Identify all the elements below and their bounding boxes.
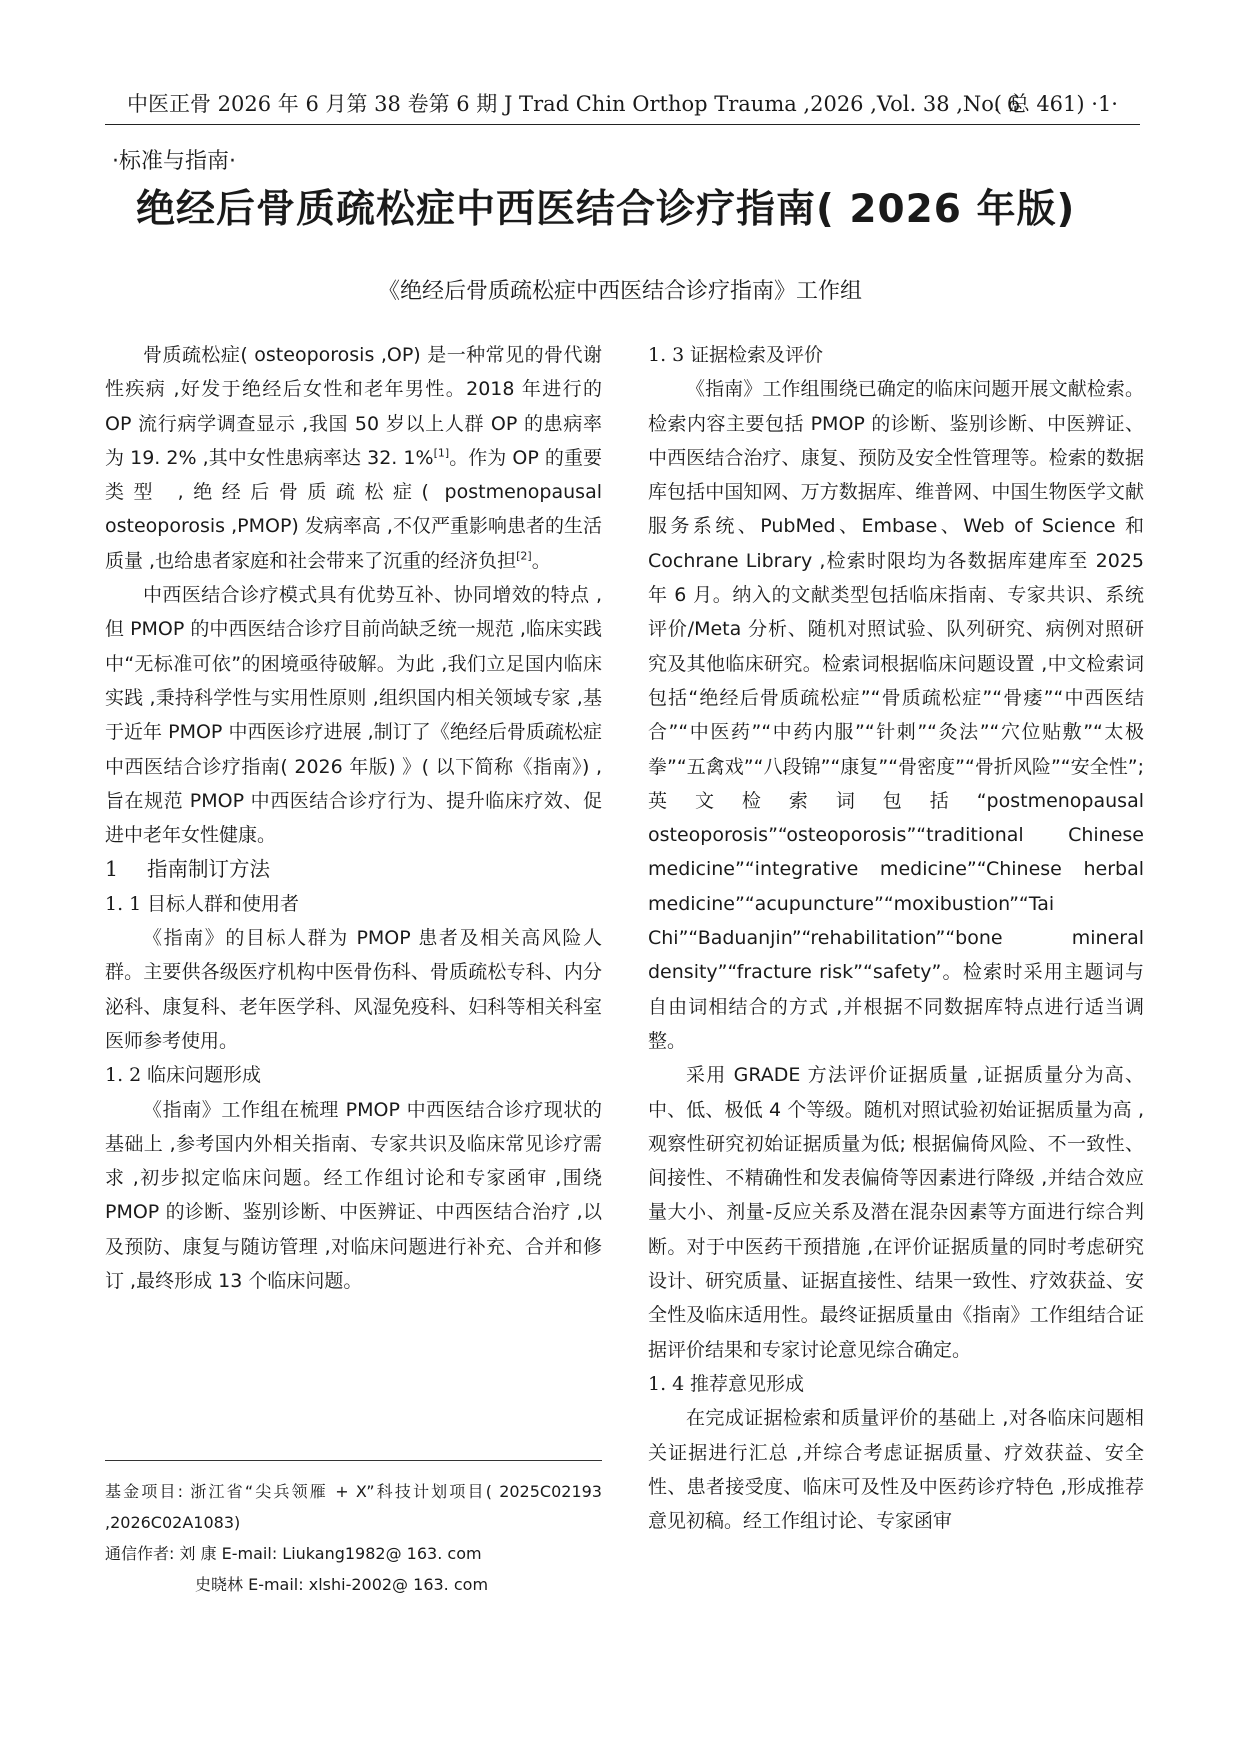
body-paragraph: 《指南》的目标人群为 PMOP 患者及相关高风险人群。主要供各级医疗机构中医骨伤科、骨质疏松专科、内分泌科、康复科、老年医学科、风湿免疫科、妇科等相关科室医师参考使用。: [105, 927, 602, 1052]
subsection-number: 1. 4: [648, 1372, 685, 1395]
citation-ref: [1]: [433, 446, 450, 460]
body-paragraph: 《指南》工作组在梳理 PMOP 中西医结合诊疗现状的基础上 ,参考国内外相关指南、专家共识及临床常见诊疗需求 ,初步拟定临床问题。经工作组讨论和专家函审 ,围绕 PMOP 的诊断、鉴别诊断、中医辨证、中西医结合治疗 ,以及预防、康复与随访管理 ,对临床问题进行补充、合并和修订 ,最终形成 13 个临床问题。: [105, 1098, 602, 1293]
text-span: 。: [531, 549, 551, 572]
section-title: 指南制订方法: [147, 857, 270, 882]
citation-ref: [2]: [516, 549, 532, 563]
section-number: 1: [105, 857, 119, 882]
corresponding-author: 通信作者: 刘 康 E-mail: Liukang1982@ 163. com: [105, 1544, 482, 1563]
footnote-rule: [105, 1460, 602, 1461]
subsection-heading: [105, 887, 602, 921]
journal-citation: 中医正骨 2026 年 6 月第 38 卷第 6 期 J Trad Chin Orthop Trauma ,2026 ,Vol. 38 ,No. 6: [127, 92, 1021, 116]
subsection-title: 目标人群和使用者: [147, 892, 300, 915]
subsection-heading: [105, 1058, 602, 1092]
footnote: [105, 1476, 602, 1600]
subsection-number: 1. 3: [648, 344, 685, 366]
subsection-number: 1. 1: [105, 892, 142, 915]
body-paragraph: 在完成证据检索和质量评价的基础上 ,对各临床问题相关证据进行汇总 ,并综合考虑证据质量、疗效获益、安全性、患者接受度、临床可及性及中医药诊疗特色 ,形成推荐意见初稿。经工作组讨论、专家函审: [648, 1407, 1144, 1533]
text-span: 骨质疏松症( osteoporosis ,OP) 是一种常见的骨代谢性疾病 ,好发于绝经后女性和老年男性。2018 年进行的 OP 流行病学调查显示 ,我国 50 岁以上人群 OP 的患病率为 19. 2% ,其中女性患病率达 32. 1%: [105, 344, 602, 469]
section-tag: ·标准与指南·: [112, 149, 236, 174]
subsection-heading: [648, 1367, 1144, 1401]
article-title: 绝经后骨质疏松症中西医结合诊疗指南( 2026 年版): [136, 187, 1076, 232]
body-paragraph: 采用 GRADE 方法评价证据质量 ,证据质量分为高、中、低、极低 4 个等级。随机对照试验初始证据质量为高 ,观察性研究初始证据质量为低; 根据偏倚风险、不一致性、间接性、不精确性和发表偏倚等因素进行降级 ,并结合效应量大小、剂量-反应关系及潜在混杂因素等方面进行综合判断。对于中医药干预措施 ,在评价证据质量的同时考虑研究设计、研究质量、证据直接性、结果一致性、疗效获益、安全性及临床适用性。最终证据质量由《指南》工作组结合证据评价结果和专家讨论意见综合确定。: [648, 1064, 1144, 1361]
page-number: ( 总 461) ·1·: [993, 92, 1118, 116]
fund-info: 基金项目: 浙江省“尖兵领雁 + X”科技计划项目( 2025C02193 ,2026C02A1083): [105, 1482, 602, 1532]
text-span: 。作为 OP 的重要类型 ,绝经后骨质疏松症( postmenopausal osteoporosis ,PMOP) 发病率高 ,不仅严重影响患者的生活质量 ,也给患者家庭和社会带来了沉重的经济负担: [105, 446, 602, 572]
intro-paragraph-1: [105, 338, 602, 578]
subsection-heading: [648, 338, 1144, 372]
intro-paragraph-2: 中西医结合诊疗模式具有优势互补、协同增效的特点 ,但 PMOP 的中西医结合诊疗目前尚缺乏统一规范 ,临床实践中“无标准可依”的困境亟待破解。为此 ,我们立足国内临床实践 ,秉持科学性与实用性原则 ,组织国内相关领域专家 ,基于近年 PMOP 中西医诊疗进展 ,制订了《绝经后骨质疏松症中西医结合诊疗指南( 2026 年版) 》( 以下简称《指南》) ,旨在规范 PMOP 中西医结合诊疗行为、提升临床疗效、促进中老年女性健康。: [105, 584, 602, 847]
right-column: [648, 338, 1144, 1538]
left-column: [105, 338, 602, 1298]
subsection-title: 临床问题形成: [147, 1064, 262, 1087]
body-paragraph: 《指南》工作组围绕已确定的临床问题开展文献检索。检索内容主要包括 PMOP 的诊断、鉴别诊断、中医辨证、中西医结合治疗、康复、预防及安全性管理等。检索的数据库包括中国知网、万方数据库、维普网、中国生物医学文献服务系统、PubMed、Embase、Web of Science 和 Cochrane Library ,检索时限均为各数据库建库至 2025 年 6 月。纳入的文献类型包括临床指南、专家共识、系统评价/Meta 分析、随机对照试验、队列研究、病例对照研究及其他临床研究。检索词根据临床问题设置 ,中文检索词包括“绝经后骨质疏松症”“骨质疏松症”“骨痿”“中西医结合”“中医药”“中药内服”“针刺”“灸法”“穴位贴敷”“太极拳”“五禽戏”“八段锦”“康复”“骨密度”“骨折风险”“安全性”; 英文检索词包括“postmenopausal osteoporosis”“osteoporosis”“traditional Chinese medicine”“integrative medicine”“Chinese herbal medicine”“acupuncture”“moxibustion”“Tai Chi”“Baduanjin”“rehabilitation”“bone mineral density”“fracture risk”“safety”。检索时采用主题词与自由词相结合的方式 ,并根据不同数据库特点进行适当调整。: [648, 378, 1144, 1052]
subsection-title: 推荐意见形成: [690, 1372, 805, 1395]
running-header: [105, 88, 1140, 118]
header-rule: [105, 124, 1140, 125]
subsection-number: 1. 2: [105, 1064, 142, 1087]
author-group: 《绝经后骨质疏松症中西医结合诊疗指南》工作组: [377, 279, 862, 304]
section-heading: [105, 852, 602, 886]
corresponding-author: 史晓林 E-mail: xlshi-2002@ 163. com: [195, 1575, 489, 1594]
subsection-title: 证据检索及评价: [690, 344, 824, 366]
